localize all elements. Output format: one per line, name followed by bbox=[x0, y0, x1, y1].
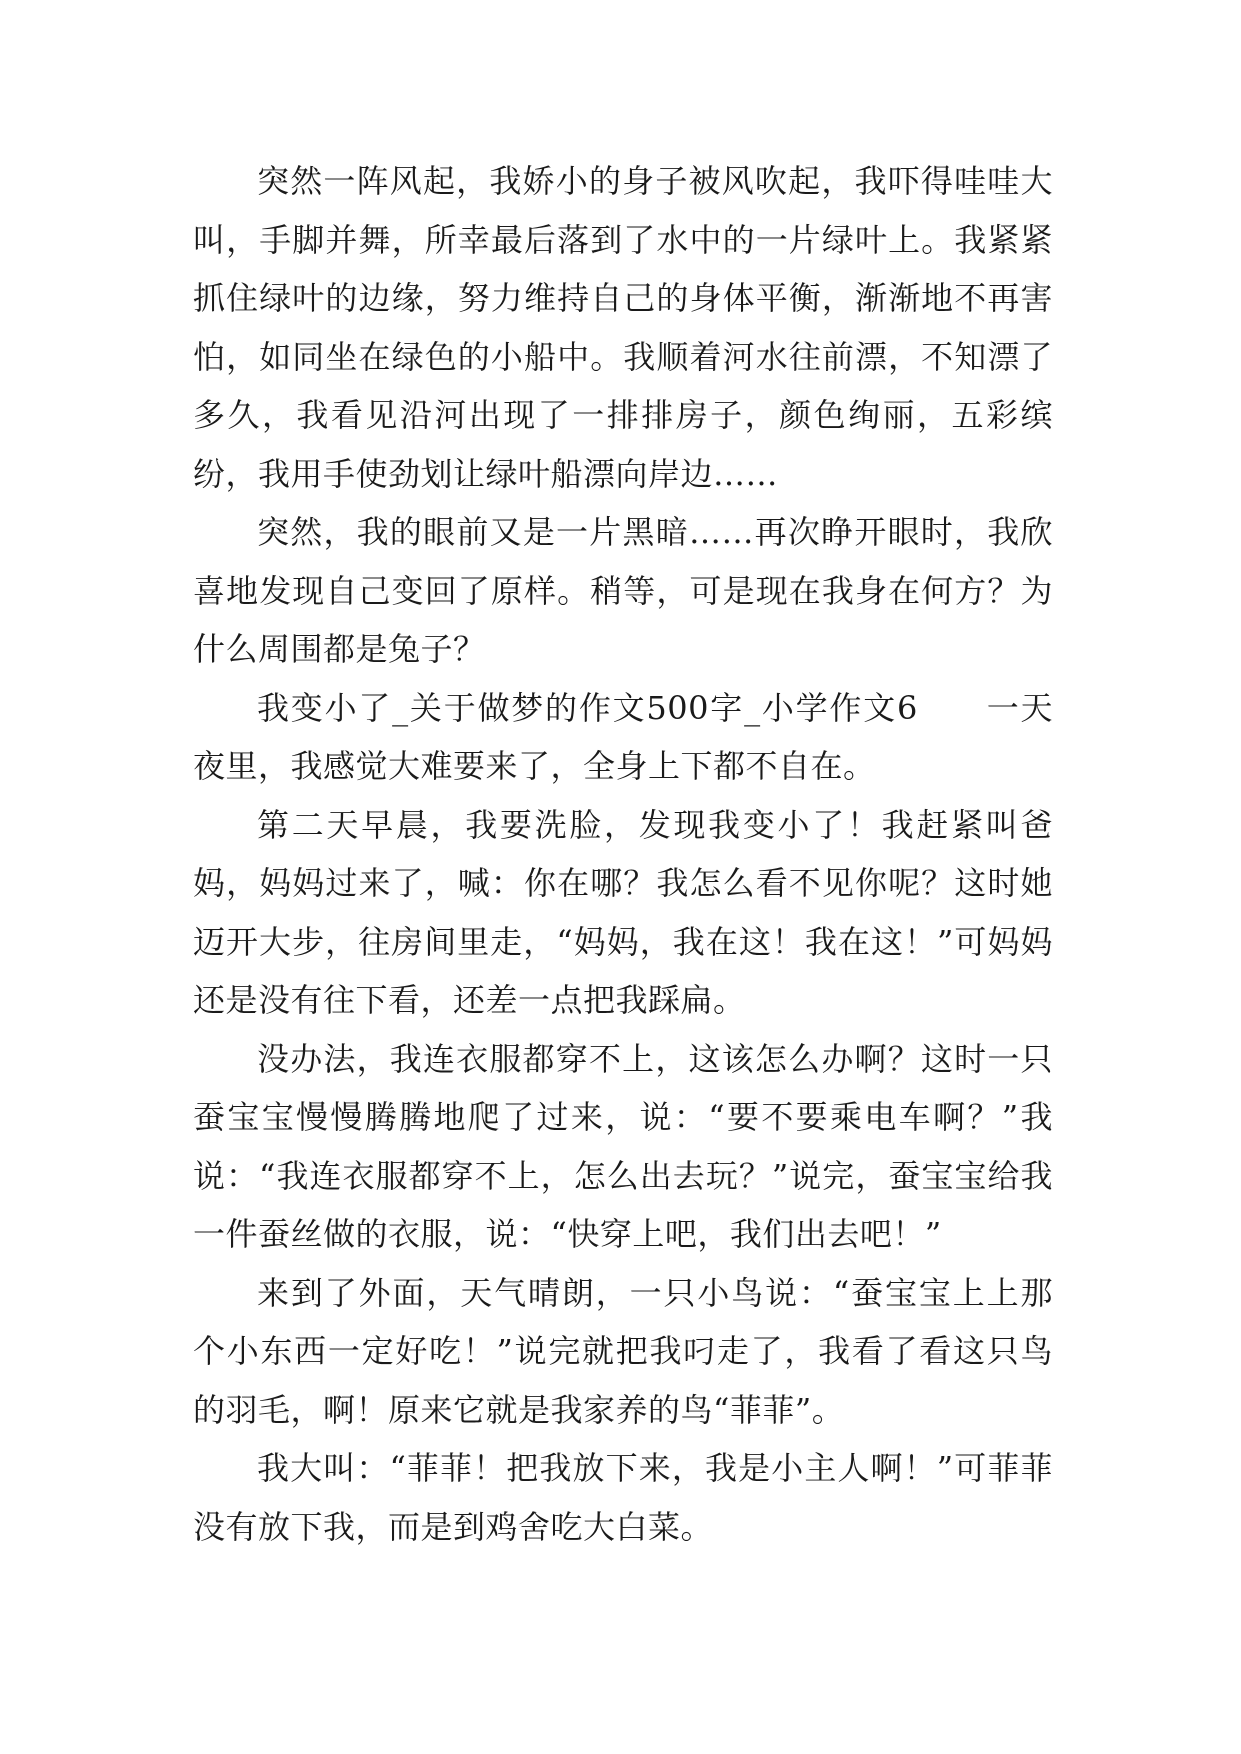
paragraph: 我变小了_关于做梦的作文500字_小学作文6 一天夜里，我感觉大难要来了，全身上下都不自在。 bbox=[193, 688, 1053, 785]
paragraph: 我大叫：“菲菲！把我放下来，我是小主人啊！”可菲菲没有放下我，而是到鸡舍吃大白菜。 bbox=[193, 1449, 1053, 1546]
paragraph: 突然，我的眼前又是一片黑暗……再次睁开眼时，我欣喜地发现自己变回了原样。稍等，可是现在我身在何方？为什么周围都是兔子？ bbox=[193, 513, 1053, 668]
document-body bbox=[193, 152, 1053, 1556]
paragraph: 来到了外面，天气晴朗，一只小鸟说：“蚕宝宝上上那个小东西一定好吃！”说完就把我叼走了，我看了看这只鸟的羽毛，啊！原来它就是我家养的鸟“菲菲”。 bbox=[193, 1273, 1053, 1429]
paragraph: 没办法，我连衣服都穿不上，这该怎么办啊？这时一只蚕宝宝慢慢腾腾地爬了过来，说：“要不要乘电车啊？”我说：“我连衣服都穿不上，怎么出去玩？”说完，蚕宝宝给我一件蚕丝做的衣服，说：“快穿上吧，我们出去吧！” bbox=[193, 1039, 1053, 1253]
paragraph: 第二天早晨，我要洗脸，发现我变小了！我赶紧叫爸妈，妈妈过来了，喊：你在哪？我怎么看不见你呢？这时她迈开大步，往房间里走，“妈妈，我在这！我在这！”可妈妈还是没有往下看，还差一点把我踩扁。 bbox=[193, 805, 1053, 1019]
paragraph: 突然一阵风起，我娇小的身子被风吹起，我吓得哇哇大叫，手脚并舞，所幸最后落到了水中的一片绿叶上。我紧紧抓住绿叶的边缘，努力维持自己的身体平衡，渐渐地不再害怕，如同坐在绿色的小船中。我顺着河水往前漂，不知漂了多久，我看见沿河出现了一排排房子，颜色绚丽，五彩缤纷，我用手使劲划让绿叶船漂向岸边…… bbox=[193, 162, 1053, 493]
